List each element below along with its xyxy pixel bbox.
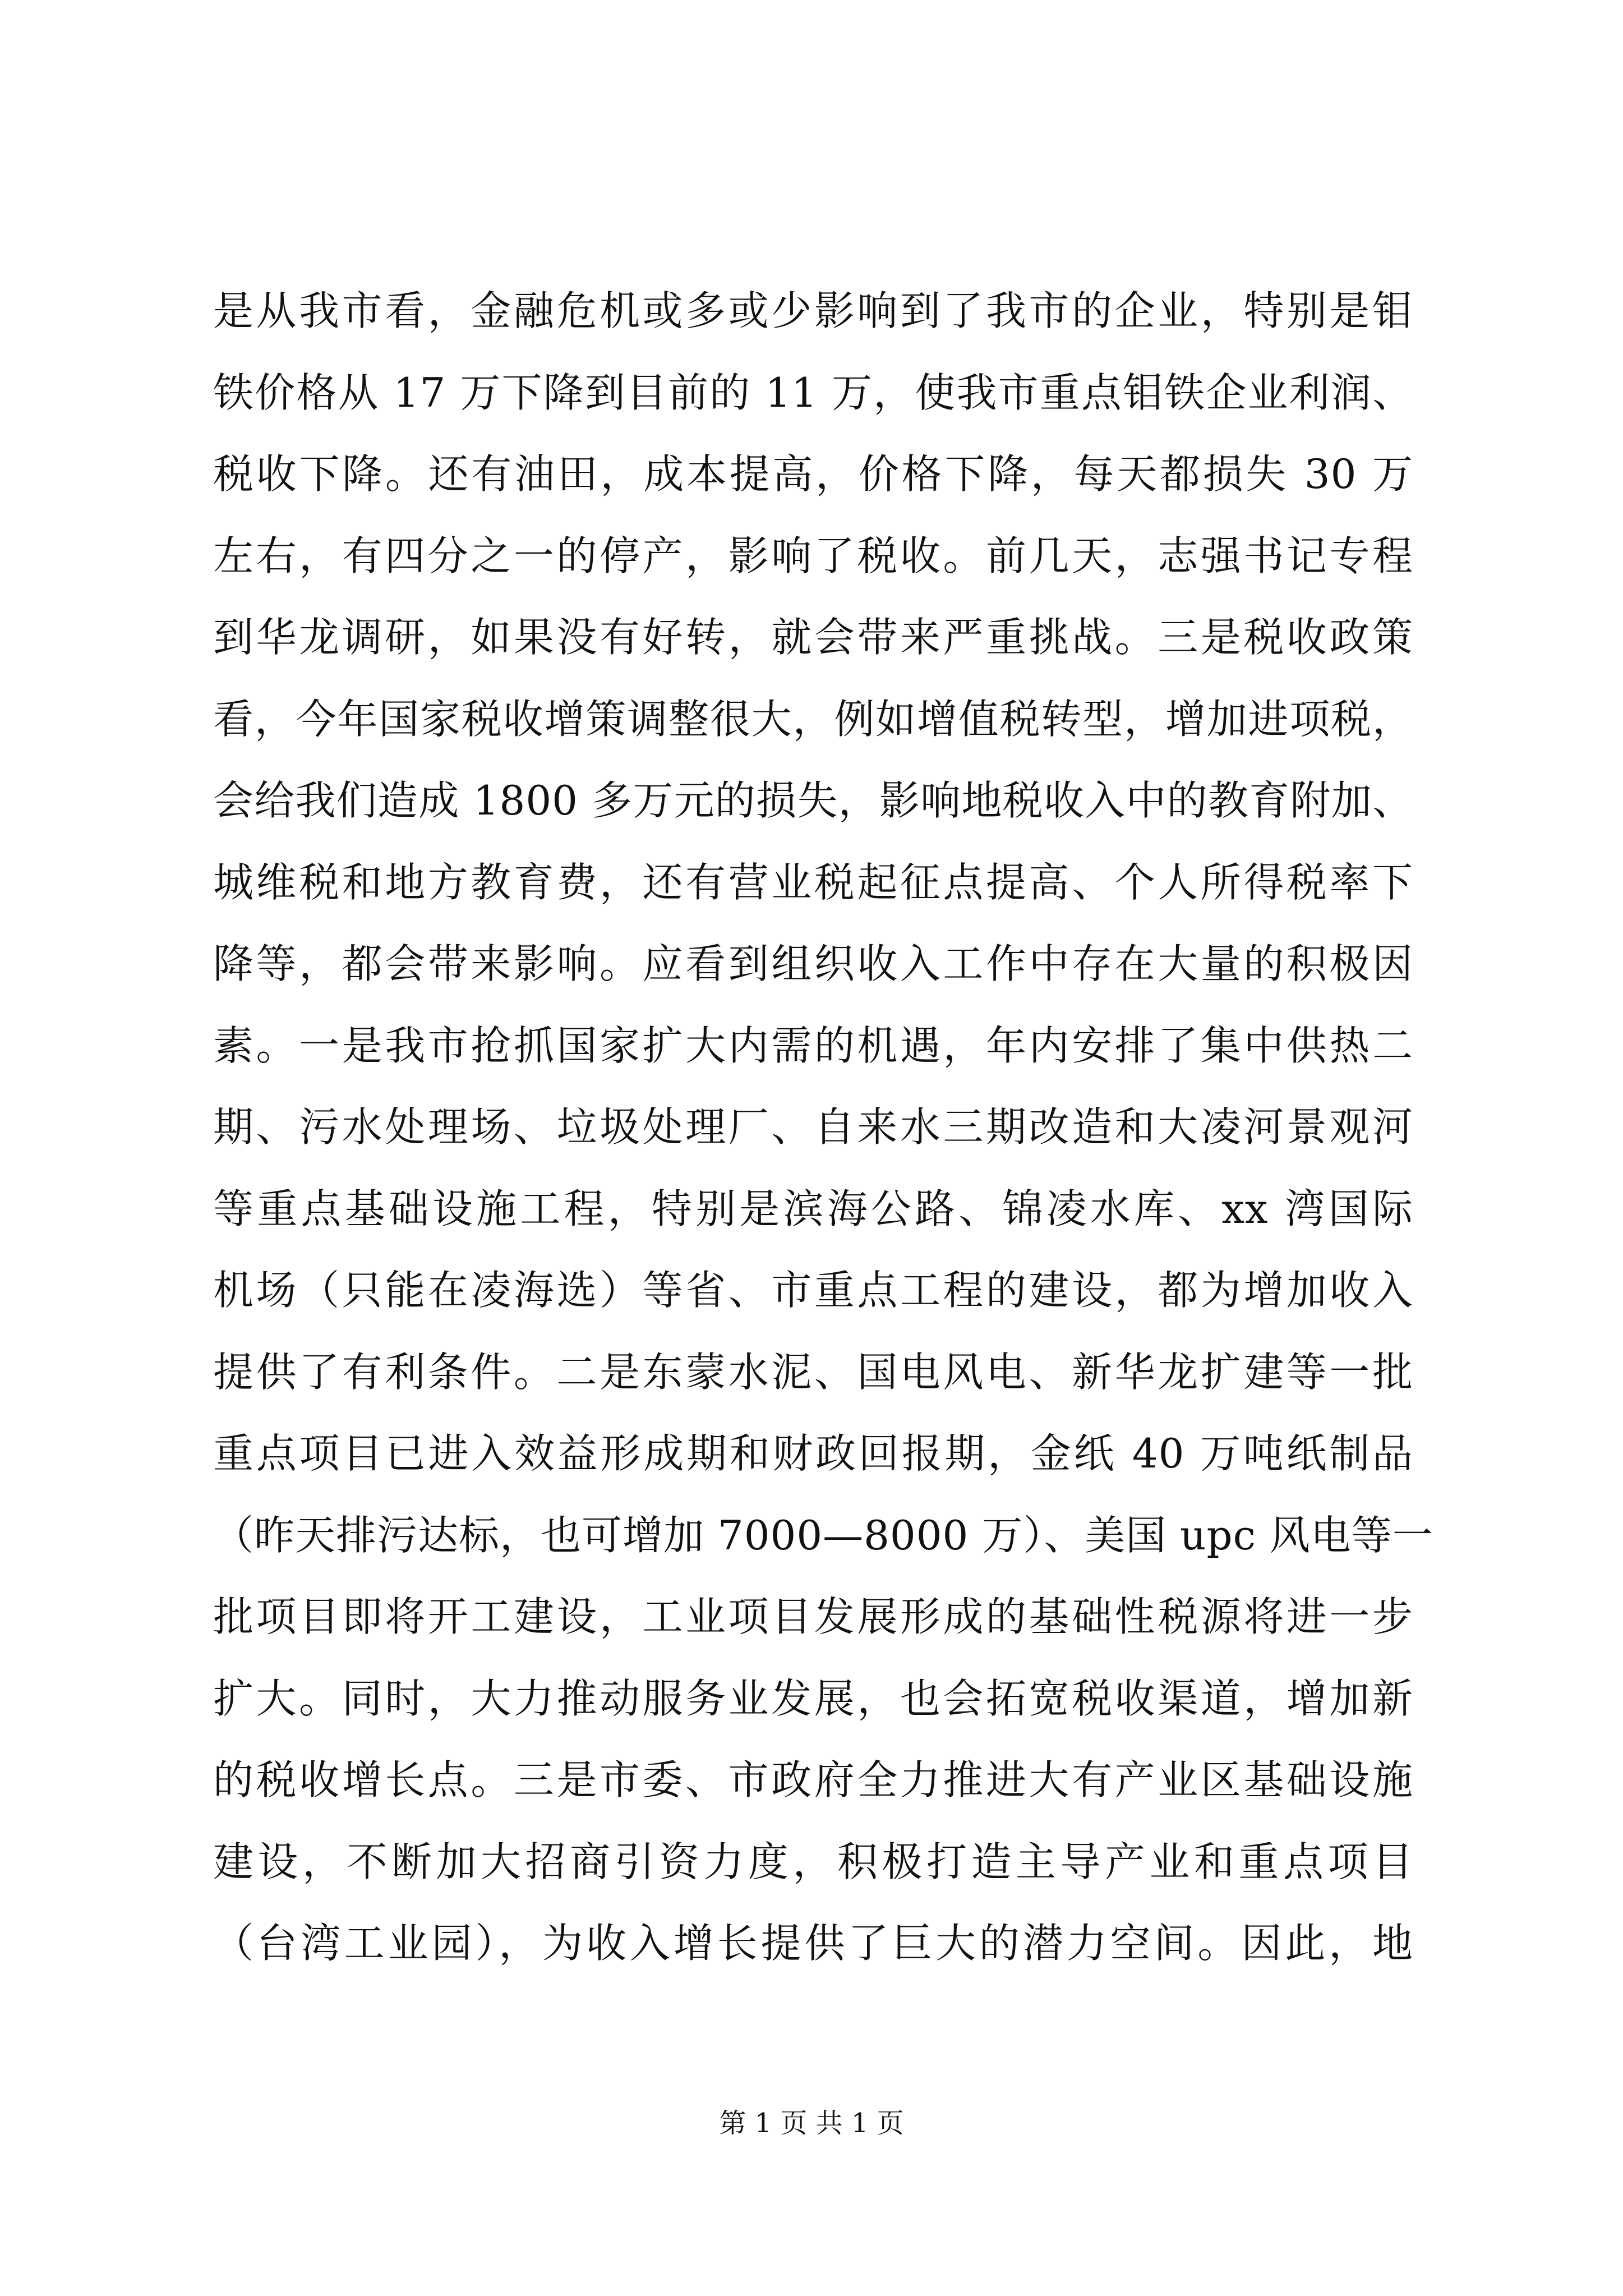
text-line-15: 重点项目已进入效益形成期和财政回报期，金纸 40 万吨纸制品 xyxy=(213,1430,1413,1477)
text-line-10: 素。一是我市抢抓国家扩大内需的机遇，年内安排了集中供热二 xyxy=(213,1022,1413,1069)
text-line-11: 期、污水处理场、垃圾处理厂、自来水三期改造和大凌河景观河 xyxy=(213,1103,1413,1151)
page-number-label: 第 1 页 共 1 页 xyxy=(719,2108,904,2139)
text-line-14: 提供了有利条件。二是东蒙水泥、国电风电、新华龙扩建等一批 xyxy=(213,1348,1413,1396)
text-line-9: 降等，都会带来影响。应看到组织收入工作中存在大量的积极因 xyxy=(213,940,1413,987)
text-line-19: 的税收增长点。三是市委、市政府全力推进大有产业区基础设施 xyxy=(213,1756,1413,1803)
text-line-17: 批项目即将开工建设，工业项目发展形成的基础性税源将进一步 xyxy=(213,1593,1413,1640)
text-line-7: 会给我们造成 1800 多万元的损失，影响地税收入中的教育附加、 xyxy=(213,777,1413,824)
page-footer xyxy=(0,2106,1623,2140)
text-line-18: 扩大。同时，大力推动服务业发展，也会拓宽税收渠道，增加新 xyxy=(213,1674,1413,1722)
text-line-12: 等重点基础设施工程，特别是滨海公路、锦凌水库、xx 湾国际 xyxy=(213,1185,1413,1232)
text-line-16: （昨天排污达标，也可增加 7000—8000 万）、美国 upc 风电等一 xyxy=(213,1511,1433,1559)
text-line-1: 是从我市看，金融危机或多或少影响到了我市的企业，特别是钼 xyxy=(213,287,1413,334)
text-line-8: 城维税和地方教育费，还有营业税起征点提高、个人所得税率下 xyxy=(213,858,1413,906)
document-body xyxy=(213,270,1433,1985)
text-line-6: 看，今年国家税收增策调整很大，例如增值税转型，增加进项税， xyxy=(213,695,1413,743)
text-line-20: 建设，不断加大招商引资力度，积极打造主导产业和重点项目 xyxy=(213,1838,1413,1885)
text-line-13: 机场（只能在凌海选）等省、市重点工程的建设，都为增加收入 xyxy=(213,1267,1413,1314)
text-line-5: 到华龙调研，如果没有好转，就会带来严重挑战。三是税收政策 xyxy=(213,614,1413,661)
text-line-3: 税收下降。还有油田，成本提高，价格下降，每天都损失 30 万 xyxy=(213,450,1413,498)
text-line-2: 铁价格从 17 万下降到目前的 11 万，使我市重点钼铁企业利润、 xyxy=(213,369,1413,416)
text-line-21: （台湾工业园），为收入增长提供了巨大的潜力空间。因此，地 xyxy=(213,1920,1413,1967)
text-line-4: 左右，有四分之一的停产，影响了税收。前几天，志强书记专程 xyxy=(213,532,1413,579)
